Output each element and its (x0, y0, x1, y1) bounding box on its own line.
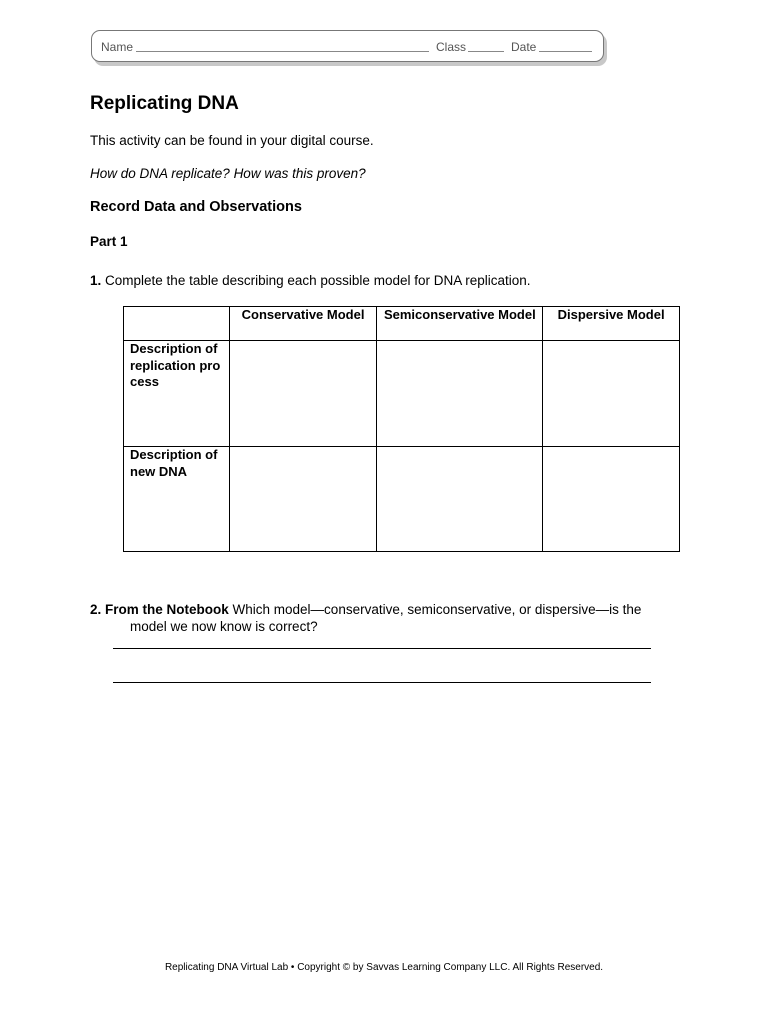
page-title: Replicating DNA (90, 93, 239, 114)
date-line[interactable] (539, 51, 592, 52)
answer-line[interactable] (113, 682, 651, 683)
table-header-conservative: Conservative Model (229, 307, 377, 341)
table-header-semiconservative: Semiconservative Model (377, 307, 543, 341)
row-header-new-dna: Description of new DNA (124, 447, 230, 552)
name-line[interactable] (136, 51, 429, 52)
question-2-text: Which model—conservative, semiconservative, or dispersive—is the (232, 602, 642, 617)
answer-cell[interactable] (229, 341, 377, 447)
question-1-number: 1. (90, 273, 102, 288)
guiding-question: How do DNA replicate? How was this proven? (90, 166, 366, 181)
answer-cell[interactable] (229, 447, 377, 552)
class-label: Class (436, 40, 467, 54)
answer-cell[interactable] (377, 341, 543, 447)
answer-cell[interactable] (543, 341, 680, 447)
question-2 (90, 601, 670, 635)
question-2-text-cont: model we now know is correct? (130, 619, 318, 634)
question-1-text: Complete the table describing each possible model for DNA replication. (105, 273, 531, 288)
table-header-empty (124, 307, 230, 341)
class-line[interactable] (468, 51, 504, 52)
answer-cell[interactable] (377, 447, 543, 552)
question-2-label: 2. From the Notebook (90, 602, 229, 617)
name-label: Name (101, 40, 134, 54)
part-label: Part 1 (90, 234, 128, 249)
intro-text: This activity can be found in your digital course. (90, 133, 374, 148)
question-1 (90, 273, 531, 288)
row-header-replication-process: Description of replication process (124, 341, 230, 447)
section-heading: Record Data and Observations (90, 199, 302, 215)
table-header-dispersive: Dispersive Model (543, 307, 680, 341)
answer-cell[interactable] (543, 447, 680, 552)
replication-models-table (123, 306, 680, 552)
date-label: Date (511, 40, 537, 54)
copyright-footer: Replicating DNA Virtual Lab • Copyright © by Savvas Learning Company LLC. All Rights Reserved. (164, 962, 604, 973)
name-class-date-header (91, 30, 604, 62)
answer-line[interactable] (113, 648, 651, 649)
